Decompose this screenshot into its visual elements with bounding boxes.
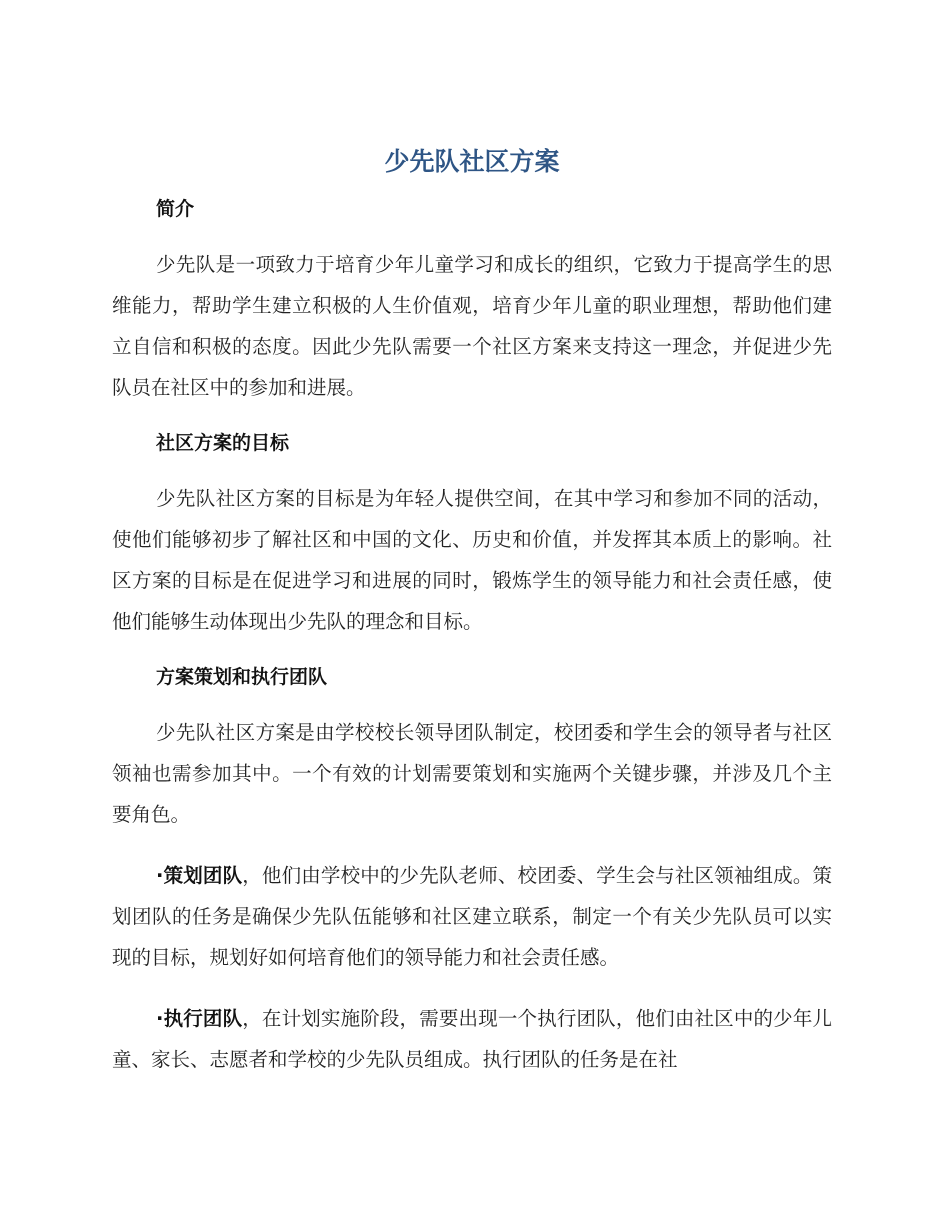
bullet-bold-label: 执行团队 [163, 1007, 243, 1030]
document-body [112, 142, 832, 1080]
bullet-marker: · [156, 864, 164, 887]
section-paragraph-goals: 少先队社区方案的目标是为年轻人提供空间，在其中学习和参加不同的活动，使他们能够初步了解社区和中国的文化、历史和价值，并发挥其本质上的影响。社区方案的目标是在促进学习和进展的同时，锻炼学生的领导能力和社会责任感，使他们能够生动体现出少先队的理念和目标。 [112, 487, 832, 633]
bullet-execution-team [112, 998, 832, 1080]
bullet-text: ，他们由学校中的少先队老师、校团委、学生会与社区领袖组成。策划团队的任务是确保少先队伍能够和社区建立联系，制定一个有关少先队员可以实现的目标，规划好如何培育他们的领导能力和社会责任感。 [112, 864, 832, 969]
section-paragraph-team: 少先队社区方案是由学校校长领导团队制定，校团委和学生会的领导者与社区领袖也需参加其中。一个有效的计划需要策划和实施两个关键步骤，并涉及几个主要角色。 [112, 721, 832, 826]
section-heading-goals: 社区方案的目标 [156, 432, 290, 454]
document-title: 少先队社区方案 [384, 147, 560, 176]
bullet-planning-team [112, 855, 832, 978]
section-heading-team: 方案策划和执行团队 [156, 666, 328, 688]
bullet-text: ，在计划实施阶段，需要出现一个执行团队，他们由社区中的少年儿童、家长、志愿者和学校的少先队员组成。执行团队的任务是在社 [112, 1007, 832, 1071]
bullet-marker: · [156, 1007, 164, 1030]
bullet-bold-label: 策划团队 [163, 864, 243, 887]
section-paragraph-intro: 少先队是一项致力于培育少年儿童学习和成长的组织，它致力于提高学生的思维能力，帮助学生建立积极的人生价值观，培育少年儿童的职业理想，帮助他们建立自信和积极的态度。因此少先队需要一个社区方案来支持这一理念，并促进少先队员在社区中的参加和进展。 [112, 253, 832, 399]
section-heading-intro: 简介 [156, 198, 195, 220]
